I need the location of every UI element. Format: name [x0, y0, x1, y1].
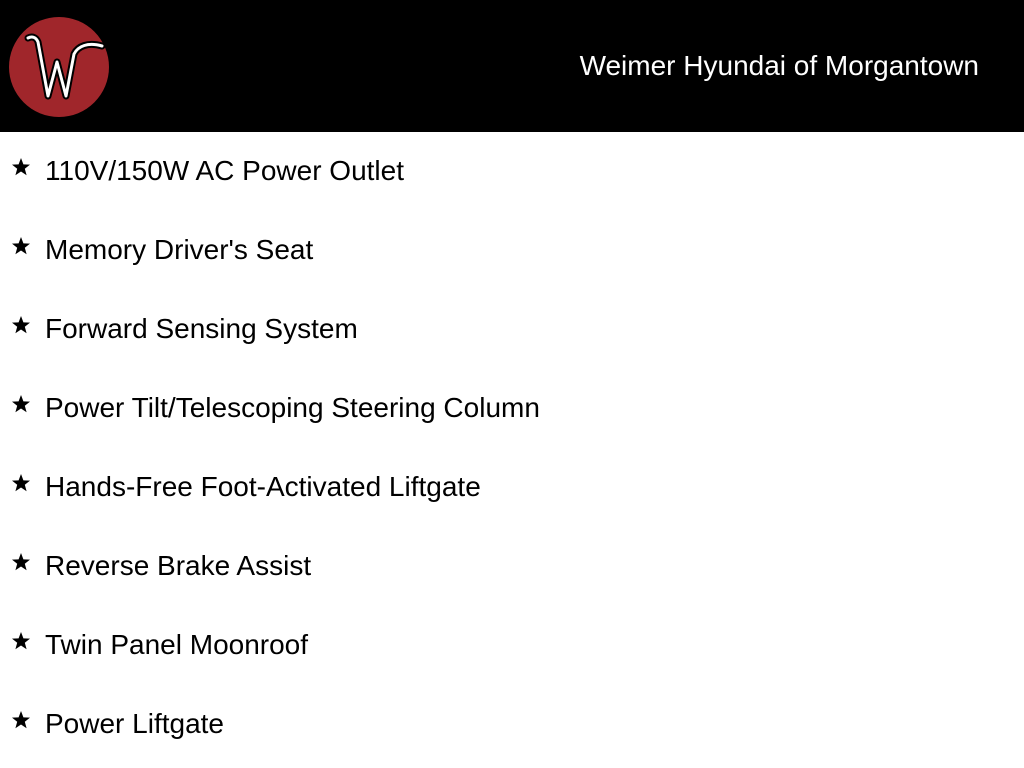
star-icon: [11, 473, 31, 493]
feature-item: [0, 290, 1024, 369]
feature-label: Power Tilt/Telescoping Steering Column: [45, 392, 540, 423]
feature-item: [0, 132, 1024, 211]
feature-label: Memory Driver's Seat: [45, 234, 314, 265]
feature-label: 110V/150W AC Power Outlet: [45, 155, 404, 186]
dealer-name: Weimer Hyundai of Morgantown: [579, 50, 979, 81]
feature-label: Reverse Brake Assist: [45, 550, 312, 581]
star-icon: [11, 631, 31, 651]
star-icon: [11, 315, 31, 335]
feature-item: [0, 369, 1024, 448]
weimer-w-logo-icon: [8, 16, 110, 118]
feature-item: [0, 606, 1024, 685]
feature-label: Power Liftgate: [45, 708, 224, 739]
star-icon: [11, 157, 31, 177]
header-bar: [0, 0, 1024, 132]
feature-item: [0, 211, 1024, 290]
feature-item: [0, 685, 1024, 764]
star-icon: [11, 394, 31, 414]
star-icon: [11, 710, 31, 730]
feature-label: Forward Sensing System: [45, 313, 358, 344]
feature-list: [0, 132, 1024, 764]
feature-label: Twin Panel Moonroof: [45, 629, 309, 660]
star-icon: [11, 236, 31, 256]
feature-item: [0, 527, 1024, 606]
star-icon: [11, 552, 31, 572]
feature-label: Hands-Free Foot-Activated Liftgate: [45, 471, 481, 502]
feature-item: [0, 448, 1024, 527]
